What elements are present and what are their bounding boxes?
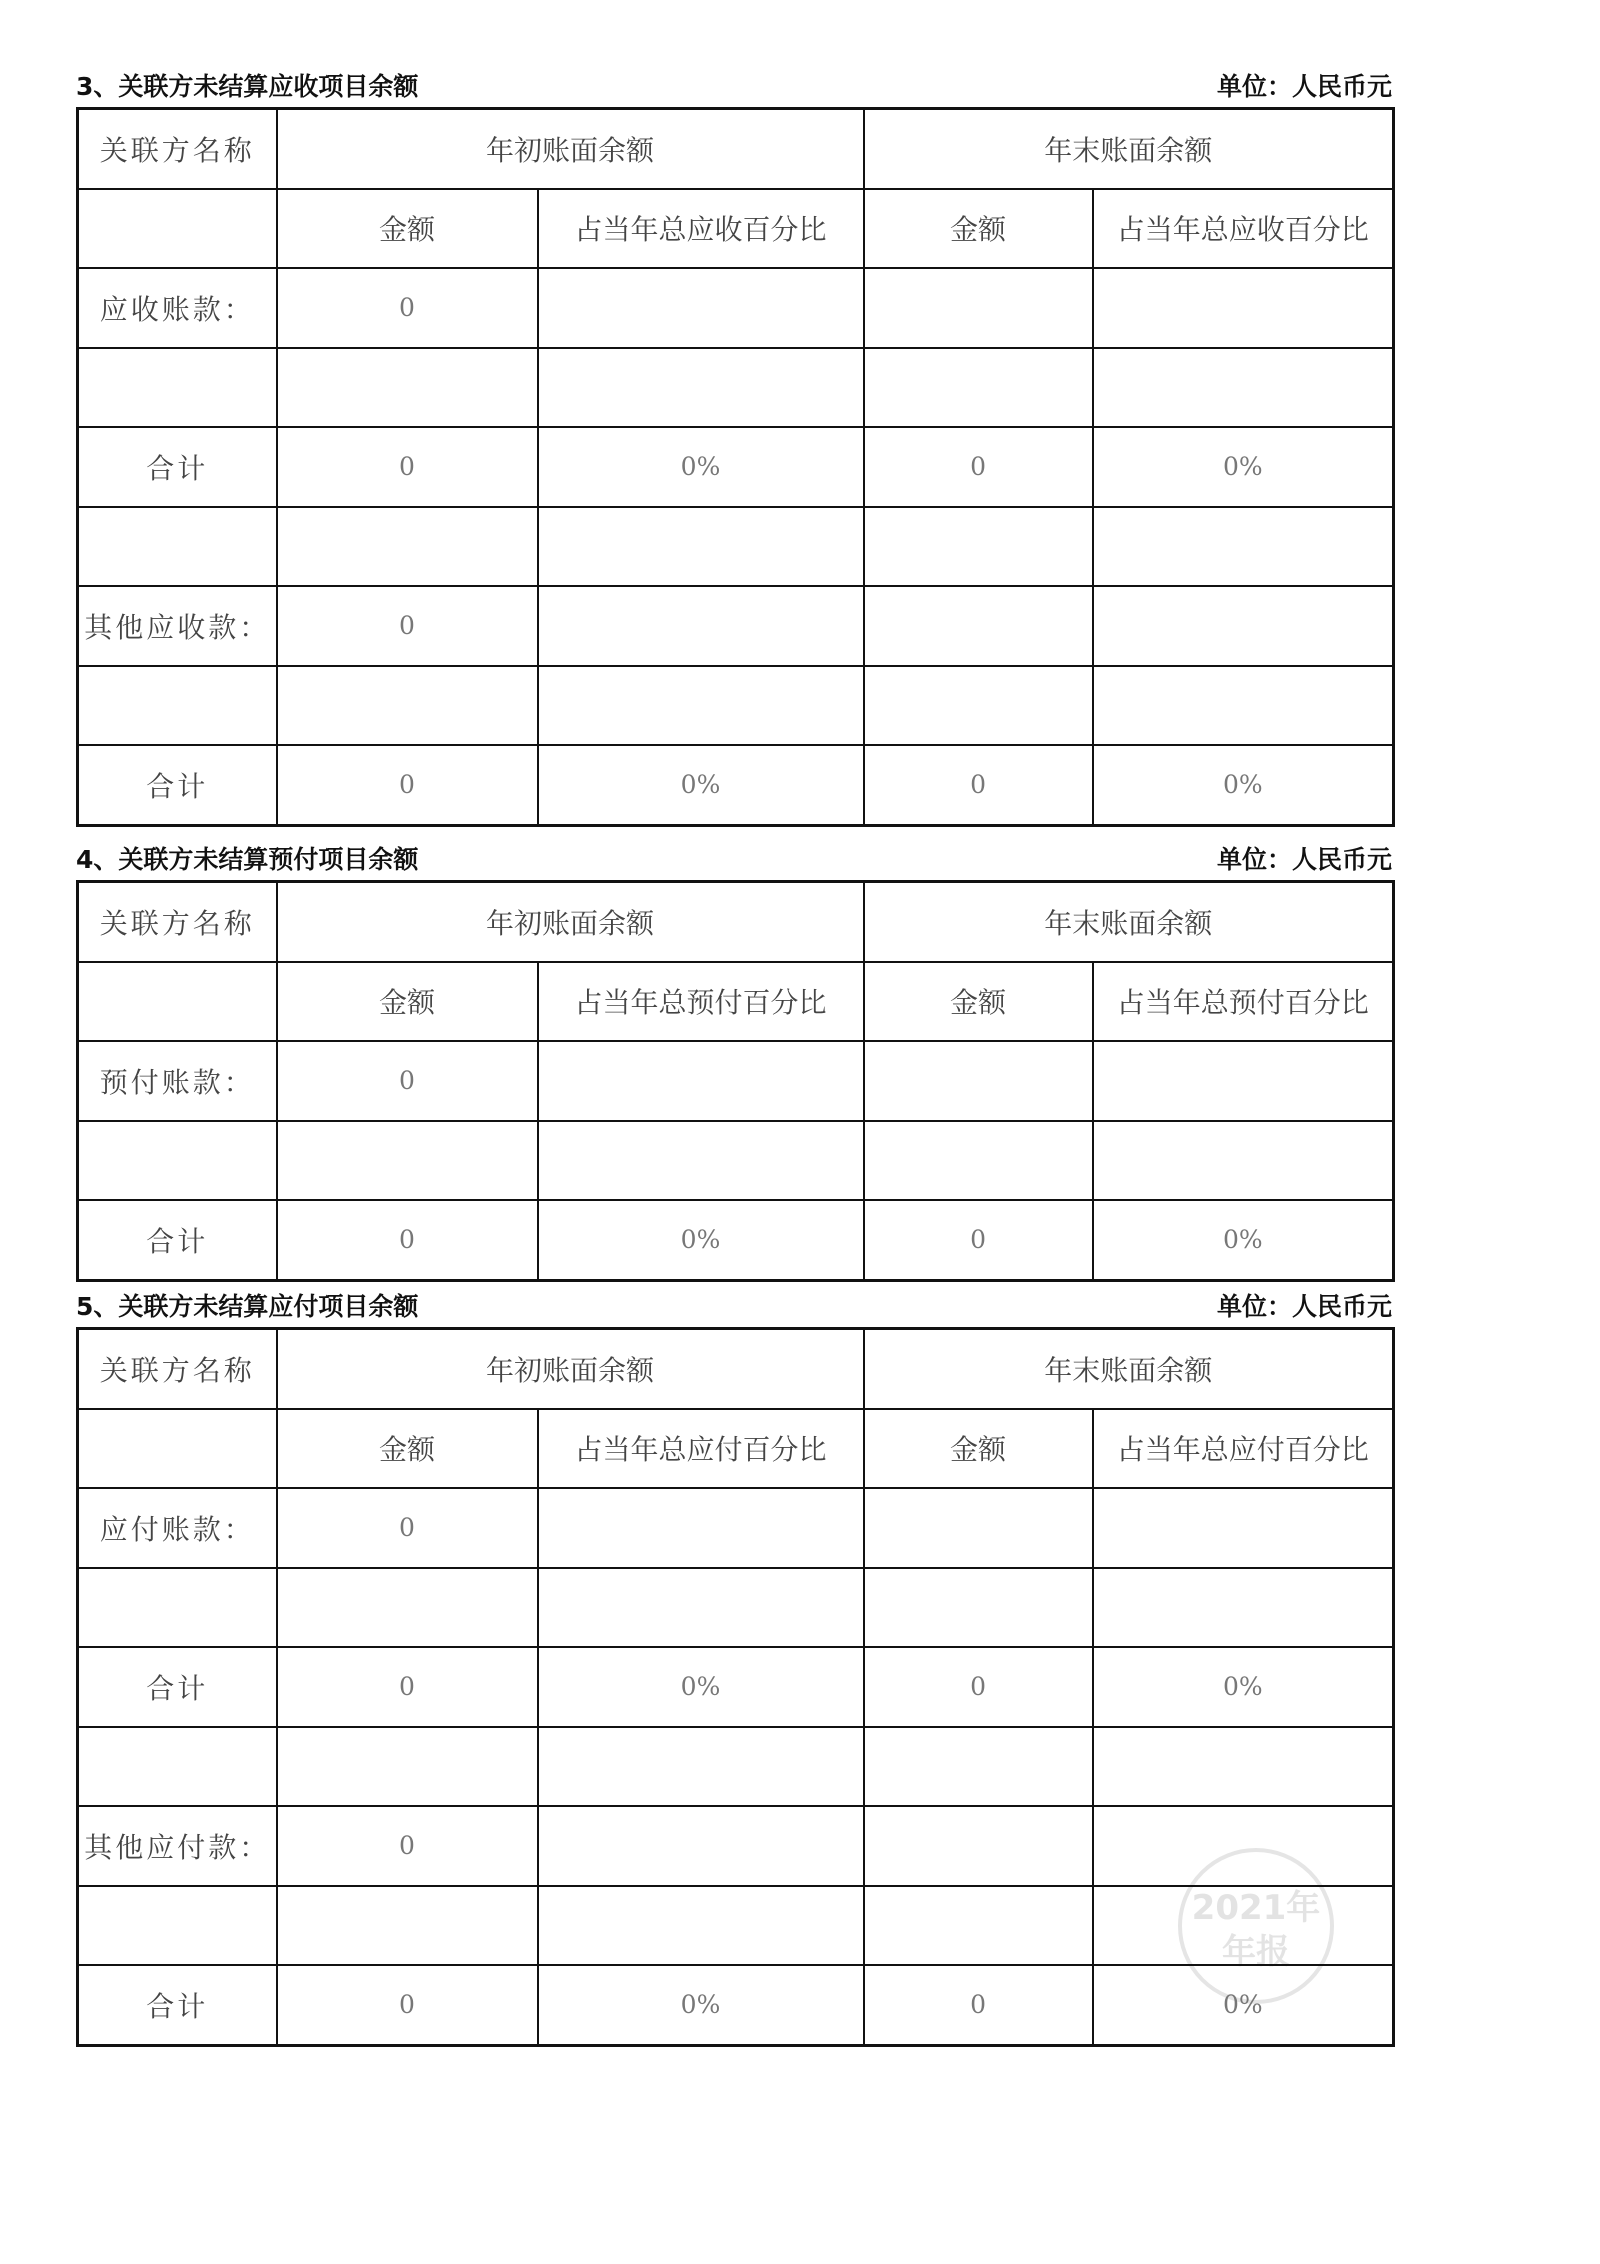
subheader-row bbox=[78, 962, 1394, 1042]
opening-amount bbox=[277, 507, 538, 587]
blank-cell bbox=[78, 962, 277, 1042]
row-label: 合计 bbox=[78, 427, 277, 507]
party-name-header: 关联方名称 bbox=[78, 882, 277, 962]
opening-percent bbox=[538, 1886, 864, 1966]
closing-percent: 0% bbox=[1093, 427, 1394, 507]
seal-line-2: 年报 bbox=[1222, 1932, 1290, 1972]
section-4 bbox=[76, 847, 1392, 1282]
table-row bbox=[78, 507, 1394, 587]
closing-percent: 0% bbox=[1093, 1200, 1394, 1280]
blank-cell bbox=[78, 1409, 277, 1489]
opening-percent bbox=[538, 268, 864, 348]
closing-amount-header: 金额 bbox=[864, 189, 1093, 269]
opening-amount: 0 bbox=[277, 1806, 538, 1886]
opening-amount: 0 bbox=[277, 268, 538, 348]
closing-amount bbox=[864, 1886, 1093, 1966]
closing-percent: 0% bbox=[1093, 1965, 1394, 2045]
opening-percent bbox=[538, 1568, 864, 1648]
opening-amount-header: 金额 bbox=[277, 962, 538, 1042]
closing-amount: 0 bbox=[864, 1200, 1093, 1280]
section-title: 4、关联方未结算预付项目余额 bbox=[76, 845, 419, 874]
table-row bbox=[78, 1568, 1394, 1648]
closing-amount-header: 金额 bbox=[864, 1409, 1093, 1489]
table-row bbox=[78, 1200, 1394, 1280]
table-row bbox=[78, 427, 1394, 507]
table-row bbox=[78, 1806, 1394, 1886]
opening-amount-header: 金额 bbox=[277, 1409, 538, 1489]
opening-amount: 0 bbox=[277, 1041, 538, 1121]
unit-label: 单位：人民币元 bbox=[1216, 845, 1392, 874]
closing-percent bbox=[1093, 1886, 1394, 1966]
opening-amount bbox=[277, 1121, 538, 1201]
opening-percent-header: 占当年总应付百分比 bbox=[538, 1409, 864, 1489]
closing-amount: 0 bbox=[864, 1965, 1093, 2045]
row-label bbox=[78, 507, 277, 587]
unit-label: 单位：人民币元 bbox=[1216, 72, 1392, 101]
opening-amount bbox=[277, 1886, 538, 1966]
opening-percent: 0% bbox=[538, 745, 864, 825]
opening-percent bbox=[538, 1727, 864, 1807]
opening-percent bbox=[538, 666, 864, 746]
opening-amount bbox=[277, 348, 538, 428]
opening-amount: 0 bbox=[277, 745, 538, 825]
closing-percent bbox=[1093, 1568, 1394, 1648]
closing-amount bbox=[864, 1568, 1093, 1648]
subheader-row bbox=[78, 189, 1394, 269]
closing-percent-header: 占当年总预付百分比 bbox=[1093, 962, 1394, 1042]
opening-percent bbox=[538, 586, 864, 666]
row-label: 应收账款： bbox=[78, 268, 277, 348]
opening-amount: 0 bbox=[277, 1965, 538, 2045]
opening-percent: 0% bbox=[538, 1200, 864, 1280]
opening-balance-header: 年初账面余额 bbox=[277, 109, 864, 189]
closing-amount bbox=[864, 666, 1093, 746]
closing-percent bbox=[1093, 1488, 1394, 1568]
closing-percent bbox=[1093, 1121, 1394, 1201]
table-row bbox=[78, 1488, 1394, 1568]
header-row bbox=[78, 109, 1394, 189]
row-label bbox=[78, 348, 277, 428]
table-row bbox=[78, 745, 1394, 825]
closing-amount: 0 bbox=[864, 427, 1093, 507]
section-5 bbox=[76, 1294, 1392, 2047]
row-label: 应付账款： bbox=[78, 1488, 277, 1568]
closing-amount bbox=[864, 348, 1093, 428]
header-row bbox=[78, 882, 1394, 962]
table-row bbox=[78, 1121, 1394, 1201]
opening-amount bbox=[277, 1568, 538, 1648]
opening-percent bbox=[538, 1806, 864, 1886]
closing-amount bbox=[864, 1488, 1093, 1568]
opening-amount: 0 bbox=[277, 1488, 538, 1568]
opening-percent-header: 占当年总应收百分比 bbox=[538, 189, 864, 269]
closing-percent bbox=[1093, 1727, 1394, 1807]
opening-balance-header: 年初账面余额 bbox=[277, 1329, 864, 1409]
closing-percent bbox=[1093, 507, 1394, 587]
table-row bbox=[78, 1886, 1394, 1966]
unit-label: 单位：人民币元 bbox=[1216, 1292, 1392, 1321]
closing-amount bbox=[864, 268, 1093, 348]
opening-amount bbox=[277, 1727, 538, 1807]
closing-amount bbox=[864, 1727, 1093, 1807]
row-label: 其他应付款： bbox=[78, 1806, 277, 1886]
party-name-header: 关联方名称 bbox=[78, 109, 277, 189]
row-label bbox=[78, 666, 277, 746]
section-title: 5、关联方未结算应付项目余额 bbox=[76, 1292, 419, 1321]
row-label: 合计 bbox=[78, 1200, 277, 1280]
section-header bbox=[76, 847, 1392, 880]
subheader-row bbox=[78, 1409, 1394, 1489]
blank-cell bbox=[78, 189, 277, 269]
row-label bbox=[78, 1568, 277, 1648]
closing-amount bbox=[864, 1806, 1093, 1886]
balance-table bbox=[76, 1327, 1395, 2047]
closing-percent bbox=[1093, 666, 1394, 746]
table-row bbox=[78, 1965, 1394, 2045]
closing-balance-header: 年末账面余额 bbox=[864, 109, 1394, 189]
row-label bbox=[78, 1121, 277, 1201]
closing-percent-header: 占当年总应收百分比 bbox=[1093, 189, 1394, 269]
closing-amount: 0 bbox=[864, 1647, 1093, 1727]
closing-amount bbox=[864, 507, 1093, 587]
closing-amount bbox=[864, 1121, 1093, 1201]
opening-percent bbox=[538, 1488, 864, 1568]
opening-amount: 0 bbox=[277, 586, 538, 666]
row-label: 合计 bbox=[78, 1965, 277, 2045]
closing-percent bbox=[1093, 348, 1394, 428]
closing-amount-header: 金额 bbox=[864, 962, 1093, 1042]
section-title: 3、关联方未结算应收项目余额 bbox=[76, 72, 419, 101]
row-label: 其他应收款： bbox=[78, 586, 277, 666]
opening-percent: 0% bbox=[538, 1965, 864, 2045]
table-row bbox=[78, 348, 1394, 428]
closing-balance-header: 年末账面余额 bbox=[864, 882, 1394, 962]
row-label: 预付账款： bbox=[78, 1041, 277, 1121]
opening-amount-header: 金额 bbox=[277, 189, 538, 269]
closing-balance-header: 年末账面余额 bbox=[864, 1329, 1394, 1409]
opening-amount: 0 bbox=[277, 427, 538, 507]
table-row bbox=[78, 268, 1394, 348]
header-row bbox=[78, 1329, 1394, 1409]
table-row bbox=[78, 666, 1394, 746]
opening-amount: 0 bbox=[277, 1647, 538, 1727]
closing-percent: 0% bbox=[1093, 1647, 1394, 1727]
row-label bbox=[78, 1727, 277, 1807]
row-label: 合计 bbox=[78, 1647, 277, 1727]
seal-line-1: 2021年 bbox=[1191, 1888, 1321, 1928]
opening-percent-header: 占当年总预付百分比 bbox=[538, 962, 864, 1042]
closing-percent bbox=[1093, 586, 1394, 666]
table-row bbox=[78, 1041, 1394, 1121]
opening-amount bbox=[277, 666, 538, 746]
opening-percent bbox=[538, 348, 864, 428]
opening-percent: 0% bbox=[538, 1647, 864, 1727]
party-name-header: 关联方名称 bbox=[78, 1329, 277, 1409]
section-header bbox=[76, 74, 1392, 107]
balance-table bbox=[76, 880, 1395, 1282]
opening-balance-header: 年初账面余额 bbox=[277, 882, 864, 962]
closing-amount bbox=[864, 1041, 1093, 1121]
closing-percent bbox=[1093, 268, 1394, 348]
opening-percent bbox=[538, 507, 864, 587]
table-row bbox=[78, 1647, 1394, 1727]
closing-percent bbox=[1093, 1806, 1394, 1886]
opening-percent: 0% bbox=[538, 427, 864, 507]
balance-table bbox=[76, 107, 1395, 827]
opening-percent bbox=[538, 1121, 864, 1201]
table-row bbox=[78, 586, 1394, 666]
closing-amount: 0 bbox=[864, 745, 1093, 825]
closing-percent bbox=[1093, 1041, 1394, 1121]
opening-percent bbox=[538, 1041, 864, 1121]
section-header bbox=[76, 1294, 1392, 1327]
closing-percent-header: 占当年总应付百分比 bbox=[1093, 1409, 1394, 1489]
row-label: 合计 bbox=[78, 745, 277, 825]
closing-percent: 0% bbox=[1093, 745, 1394, 825]
row-label bbox=[78, 1886, 277, 1966]
closing-amount bbox=[864, 586, 1093, 666]
section-3 bbox=[76, 74, 1392, 827]
opening-amount: 0 bbox=[277, 1200, 538, 1280]
table-row bbox=[78, 1727, 1394, 1807]
